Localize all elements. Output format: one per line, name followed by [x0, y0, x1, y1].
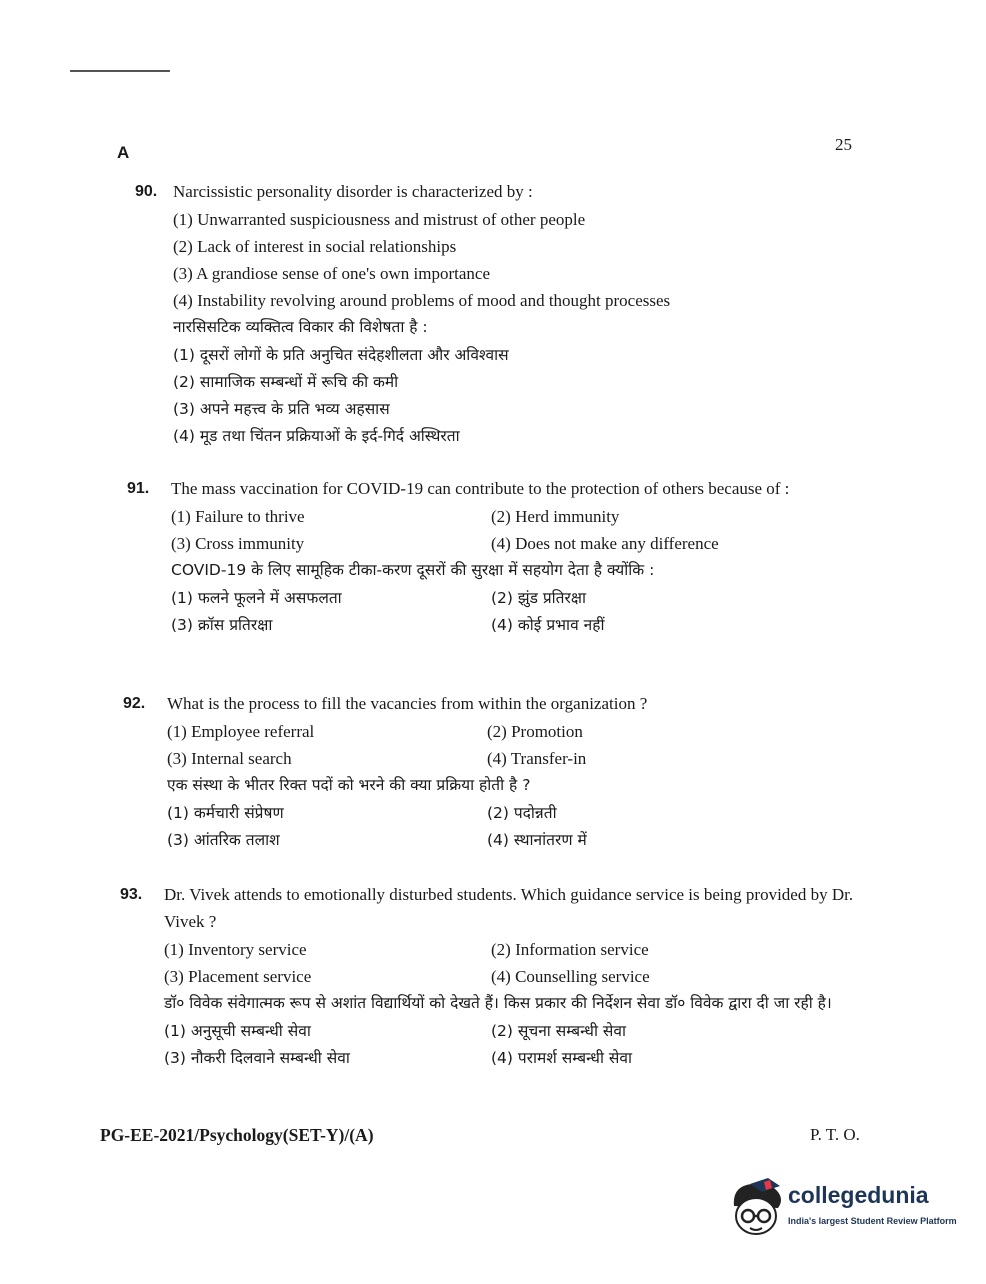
option-hi-3: (3) अपने महत्त्व के प्रति भव्य अहसास: [173, 400, 390, 418]
option-hi-1: (1) कर्मचारी संप्रेषण: [167, 804, 284, 822]
option-en-1: (1) Employee referral: [167, 722, 315, 741]
student-mascot-icon: [728, 1178, 786, 1244]
brand-name: collegedunia: [788, 1182, 929, 1208]
paper-code: PG-EE-2021/Psychology(SET-Y)/(A): [100, 1125, 374, 1145]
option-en-3: (3) Cross immunity: [171, 534, 305, 553]
question-stem-en: The mass vaccination for COVID-19 can contribute to the protection of others because of :: [171, 479, 790, 498]
option-en-1: (1) Inventory service: [164, 940, 307, 959]
page-number: 25: [835, 135, 852, 154]
header-rule: [70, 70, 170, 72]
option-hi-4: (4) मूड तथा चिंतन प्रक्रियाओं के इर्द-गिर्द अस्थिरता: [173, 427, 460, 445]
option-hi-3: (3) नौकरी दिलवाने सम्बन्धी सेवा: [164, 1049, 350, 1067]
option-en-4: (4) Counselling service: [491, 967, 650, 986]
option-hi-4: (4) स्थानांतरण में: [487, 831, 587, 849]
option-hi-2: (2) सूचना सम्बन्धी सेवा: [491, 1022, 626, 1040]
option-en-2: (2) Herd immunity: [491, 507, 620, 526]
question-stem-en: Narcissistic personality disorder is characterized by :: [173, 182, 533, 201]
option-en-1: (1) Failure to thrive: [171, 507, 305, 526]
question-93: [113, 881, 863, 1072]
option-en-3: (3) A grandiose sense of one's own importance: [173, 264, 491, 283]
option-hi-4: (4) परामर्श सम्बन्धी सेवा: [491, 1049, 633, 1067]
option-en-4: (4) Does not make any difference: [491, 534, 719, 553]
option-hi-3: (3) क्रॉस प्रतिरक्षा: [171, 616, 273, 634]
option-en-2: (2) Lack of interest in social relationships: [173, 237, 457, 256]
option-en-2: (2) Promotion: [487, 722, 583, 741]
question-number: 90.: [135, 183, 158, 200]
option-en-3: (3) Placement service: [164, 967, 312, 986]
option-hi-2: (2) सामाजिक सम्बन्धों में रूचि की कमी: [173, 373, 399, 391]
option-en-4: (4) Transfer-in: [487, 749, 587, 768]
question-90: [113, 178, 863, 450]
question-number: 91.: [127, 480, 150, 497]
brand-tagline: India's largest Student Review Platform: [788, 1216, 957, 1226]
question-stem-en: Dr. Vivek attends to emotionally disturbed students. Which guidance service is being provided by Dr. Vivek ?: [164, 885, 854, 931]
question-number: 92.: [123, 695, 146, 712]
option-hi-2: (2) झुंड प्रतिरक्षा: [491, 589, 586, 607]
option-en-2: (2) Information service: [491, 940, 649, 959]
question-number: 93.: [120, 886, 143, 903]
question-stem-en: What is the process to fill the vacancies from within the organization ?: [167, 694, 648, 713]
option-en-1: (1) Unwarranted suspiciousness and mistrust of other people: [173, 210, 586, 229]
question-stem-hi: एक संस्था के भीतर रिक्त पदों को भरने की क्या प्रक्रिया होती है ?: [167, 776, 531, 794]
question-stem-hi: डॉ० विवेक संवेगात्मक रूप से अशांत विद्यार्थियों को देखते हैं। किस प्रकार की निर्देशन सेवा डॉ० विवेक द्वारा दी जा रही है।: [164, 994, 832, 1012]
option-hi-1: (1) दूसरों लोगों के प्रति अनुचित संदेहशीलता और अविश्वास: [173, 346, 509, 364]
pto-label: P. T. O.: [810, 1125, 860, 1144]
option-hi-1: (1) फलने फूलने में असफलता: [171, 589, 342, 607]
option-en-4: (4) Instability revolving around problems of mood and thought processes: [173, 291, 671, 310]
option-en-3: (3) Internal search: [167, 749, 292, 768]
question-stem-hi: नारसिसटिक व्यक्तित्व विकार की विशेषता है :: [173, 318, 428, 336]
option-hi-3: (3) आंतरिक तलाश: [167, 831, 280, 849]
question-stem-hi: COVID-19 के लिए सामूहिक टीका-करण दूसरों की सुरक्षा में सहयोग देता है क्योंकि :: [171, 561, 655, 579]
option-hi-4: (4) कोई प्रभाव नहीं: [491, 616, 605, 634]
question-92: [113, 690, 863, 854]
set-label: A: [117, 143, 130, 162]
collegedunia-watermark: [728, 1178, 958, 1248]
question-91: [113, 475, 863, 639]
option-hi-1: (1) अनुसूची सम्बन्धी सेवा: [164, 1022, 311, 1040]
option-hi-2: (2) पदोन्नती: [487, 804, 557, 822]
